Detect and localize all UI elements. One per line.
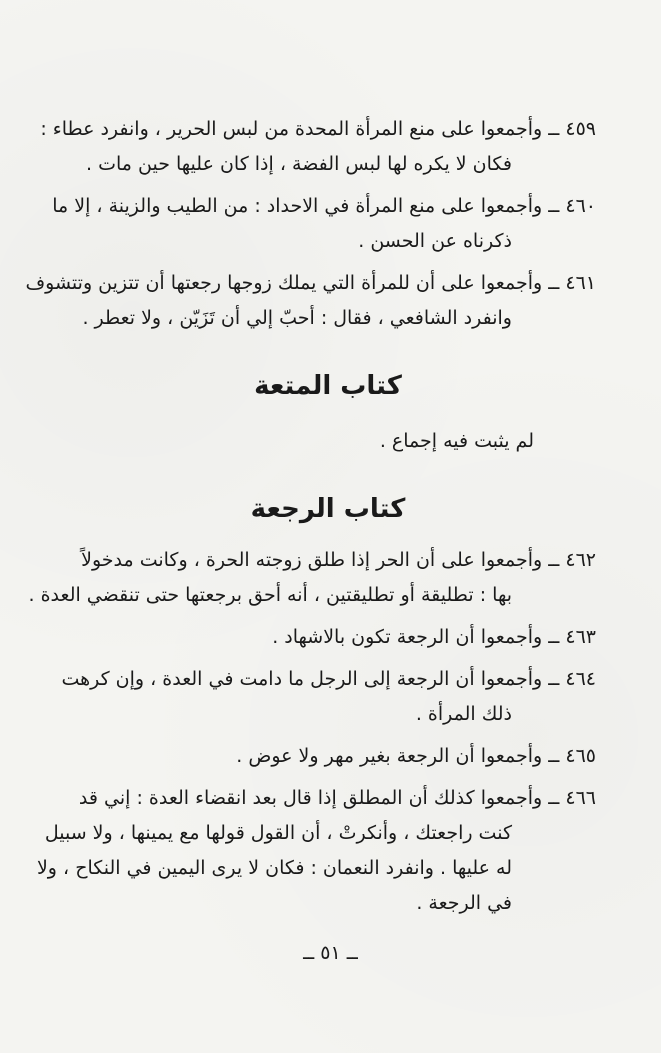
entry-line: ذكرناه عن الحسن . — [358, 230, 512, 252]
entry-line: كنت راجعتك ، وأنكرتْ ، أن القول قولها مع يمينها ، ولا سبيل — [44, 822, 512, 844]
entry-463 — [60, 620, 596, 655]
entry-line: ٤٥٩ ــ وأجمعوا على منع المرأة المحدة من لبس الحرير ، وانفرد عطاء : — [40, 118, 596, 140]
entry-line: له عليها . وانفرد النعمان : فكان لا يرى اليمين في النكاح ، ولا — [36, 857, 512, 879]
page-number: ــ ٥١ ــ — [303, 942, 358, 964]
entry-line: ٤٦٣ ــ وأجمعوا أن الرجعة تكون بالاشهاد . — [272, 626, 596, 648]
entry-460 — [52, 189, 596, 259]
entry-line: ٤٦٠ ــ وأجمعوا على منع المرأة في الاحداد : من الطيب والزينة ، إلا ما — [52, 195, 596, 217]
entry-466 — [36, 781, 596, 921]
entry-465 — [60, 739, 596, 774]
entry-line: ٤٦٥ ــ وأجمعوا أن الرجعة بغير مهر ولا عوض . — [236, 745, 596, 767]
entry-462 — [28, 543, 596, 613]
entry-459 — [40, 112, 596, 182]
entry-line: ٤٦٦ ــ وأجمعوا كذلك أن المطلق إذا قال بعد انقضاء العدة : إني قد — [78, 787, 596, 809]
entry-464 — [60, 662, 596, 732]
entry-461 — [25, 266, 596, 336]
section-note-mutah: لم يثبت فيه إجماع . — [379, 430, 534, 452]
entry-line: ٤٦٢ ــ وأجمعوا على أن الحر إذا طلق زوجته الحرة ، وكانت مدخولاً — [81, 549, 596, 571]
section-title-mutah: كتاب المتعة — [254, 371, 402, 401]
entry-line: فكان لا يكره لها لبس الفضة ، إذا كان عليها حين مات . — [86, 153, 512, 175]
entry-line: ٤٦١ ــ وأجمعوا على أن للمرأة التي يملك زوجها رجعتها أن تتزين وتتشوف — [25, 272, 596, 294]
entry-line: بها : تطليقة أو تطليقتين ، أنه أحق برجعتها حتى تنقضي العدة . — [28, 584, 512, 606]
entry-line: وانفرد الشافعي ، فقال : أحبّ إلي أن تَزَيّن ، ولا تعطر . — [82, 307, 512, 329]
entry-line: ٤٦٤ ــ وأجمعوا أن الرجعة إلى الرجل ما دامت في العدة ، وإن كرهت — [61, 668, 596, 690]
section-title-rajah: كتاب الرجعة — [250, 494, 406, 524]
page-content — [25, 112, 596, 928]
entry-line: في الرجعة . — [416, 892, 512, 914]
entry-line: ذلك المرأة . — [415, 703, 512, 725]
